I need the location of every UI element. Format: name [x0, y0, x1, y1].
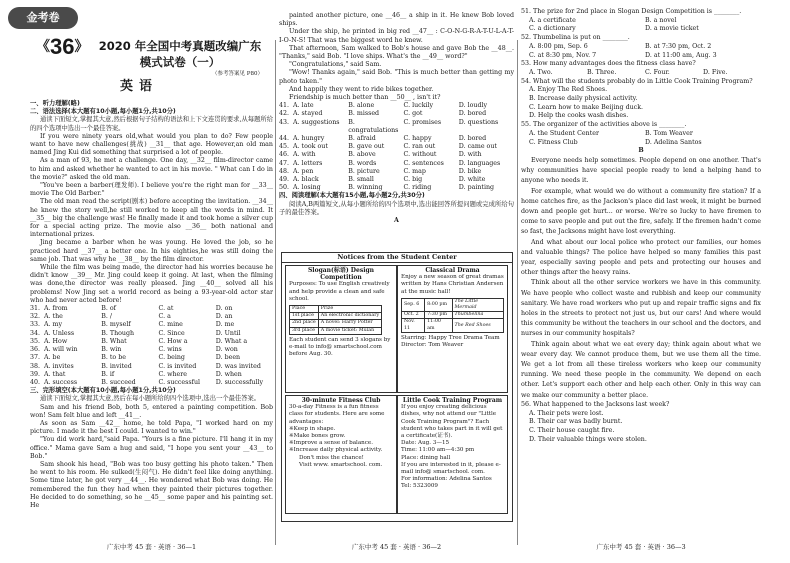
option: A. losing	[293, 184, 321, 192]
fitness-point: ※Keep in shape.	[289, 425, 336, 432]
option: B. winning	[348, 184, 383, 192]
option: A. letters	[293, 159, 323, 167]
paper-number: 《36》	[36, 34, 89, 59]
table-cell: The Red Shoes	[452, 319, 504, 332]
slogan-competition-box	[285, 265, 397, 393]
question-number: 45.	[279, 143, 290, 151]
option: D. with	[458, 151, 482, 159]
notice-title: Notices from the Student Center	[282, 253, 512, 263]
question-number: 49.	[279, 176, 290, 184]
option: D. when	[215, 370, 242, 378]
option: A. the	[44, 313, 63, 321]
passage-paragraph: If you were ninety years old,what would you plan to do? Few people want to have new challenges(挑战) __31__ that age. However,an old man named Jing Kui did something that surprised a lot of people.	[30, 132, 273, 157]
table-cell: Thumbelina	[452, 312, 504, 319]
page-column-2	[279, 0, 514, 563]
question-51: 51. The prize for 2nd place in Slogan Design Competition is ________.	[521, 8, 742, 15]
passage-paragraph: Sam and his friend Bob, both 5, entered a painting competition. Bob won! Sam felt blue and left __41__.	[30, 403, 273, 419]
q52-options	[521, 43, 761, 60]
option: B. What	[101, 337, 127, 345]
question-number: 46.	[279, 151, 290, 159]
option: C. happy	[403, 135, 432, 143]
option: D. painting	[458, 184, 495, 192]
option: D. Adelina Santos	[645, 138, 702, 146]
page-footer: 广东中考 45 套 · 英语 · 36—2	[351, 542, 442, 551]
option: B. Though	[101, 329, 135, 337]
option: B. win	[101, 346, 122, 354]
option: A. 8:00 pm, Sep. 6	[529, 42, 588, 50]
option: A. Two.	[529, 68, 553, 76]
option: B. if	[101, 370, 115, 378]
brand-logo: 金考卷	[8, 7, 78, 29]
question-54: 54. What will the students probably do in Little Cook Training Program?	[521, 77, 753, 85]
option: B. a novel	[645, 16, 677, 24]
cook-contact: For information: Adelina Santos	[401, 476, 492, 483]
option: D. bike	[458, 167, 482, 175]
passage-paragraph: While the film was being made, the director had his worries because he didn't know __39__ Mr. Jing could keep it going. At last, when the filming was done,the director was really pleased. Jing __40__ solved all his problems! Now Jing set a world record as being a 93-year-old actor star who had never acted before!	[30, 264, 273, 304]
table-cell: Nov. 11	[402, 319, 425, 332]
question-56: 56. What happened to the Jacksons last week?	[521, 400, 670, 408]
option: C. wins	[158, 346, 182, 354]
option: A. pen	[293, 167, 314, 175]
option: A. my	[44, 321, 63, 329]
option: C. Learn how to make Beijing duck.	[529, 103, 644, 111]
slogan-title: Slogan(标语) Design Competition	[307, 267, 375, 282]
section-b-label: B	[638, 147, 644, 155]
drama-starring: Starring: Happy Tree Drama Team	[401, 334, 500, 341]
fitness-point: ※Make bones grow.	[289, 433, 346, 440]
passage-paragraph: "You've been a barber(理发师). I believe you're the right man for __33__ movie The Old Barber."	[30, 182, 273, 198]
option: C. promises	[403, 118, 442, 126]
question-number: 44.	[279, 135, 290, 143]
table-cell: The Little Mermaid	[452, 298, 504, 311]
part3-instructions: 通读下面短文,掌握其大意,然后在每小题所给的四个选项中,选出一个最佳答案。	[40, 395, 261, 403]
slogan-text: Purposes: To use English creatively and help provide a clean and safe school.	[289, 281, 390, 302]
option: D. Help the cooks wash dishes.	[529, 112, 629, 120]
option: B. /	[101, 313, 113, 321]
question-number: 33.	[30, 321, 41, 329]
page-column-1	[30, 0, 273, 563]
option: B. afraid	[348, 135, 376, 143]
option: A. success	[44, 378, 78, 386]
part2-instructions: 通读下面短文,掌握其大意,然后根据句子结构的语法和上下文连贯的要求,从每题所给的四个选项中选出一个最佳答案。	[30, 116, 273, 132]
option: C. ran out	[403, 143, 436, 151]
passage-paragraph: And what about our local police who protect our families, our homes and valuable things? The police have helped so many families this past year, especially saving people and pets and protecting our houses and other things after the heavy rains.	[521, 238, 761, 277]
option: B. of	[101, 305, 117, 313]
option: A. be	[44, 354, 61, 362]
option: C. How a	[158, 337, 188, 345]
question-number: 42.	[279, 110, 290, 118]
option: D. bored	[458, 135, 487, 143]
part4-heading: 四、阅读理解(本大题有15小题,每小题2分,共30分)	[279, 192, 425, 200]
passage-paragraph: Think again about what we eat every day; think again about what we wear every day. We cannot produce them, but we use them all the time. We get a lot from all these tireless workers who keep our community running. We need these people in the community. We depend on each other. Let's support each other and help each other. Only in this way can we make our community a better place.	[521, 340, 761, 399]
option: D. me	[215, 321, 235, 329]
table-cell: 1st place	[290, 313, 319, 320]
question-number: 35.	[30, 337, 41, 345]
passage-paragraph: As a man of 93, he met a challenge. One day, __32__ film-director came to him and asked whether he wanted to act in his movie. " What can I do in the movie?" asked the old man.	[30, 157, 273, 181]
passage-paragraph: As soon as Sam __42__ home, he told Papa, "I worked hard on my picture. I made it the best I could. I wanted to win."	[30, 419, 273, 436]
passage-paragraph: For example, what would we do without a community fire station? If a home catches fire, as the Jackson's place did last week, it might be burned down and people get hurt... or worse. We're so lucky to have firemen to come to save people and put out the fire, safely. If the firemen hadn't come so fast, the Jacksons might have lost everything.	[521, 187, 761, 236]
notice-board	[281, 252, 513, 522]
passage-paragraph: Everyone needs help sometimes. People depend on one another. That's why communities have special people ready to lend a helping hand to anyone who needs it.	[521, 156, 761, 185]
section-a-label: A	[394, 217, 399, 225]
option: B. missed	[348, 110, 380, 118]
option: B. words	[348, 159, 377, 167]
option: A. will win	[44, 346, 78, 354]
question-number: 40.	[30, 378, 41, 386]
option: D. loudly	[458, 102, 488, 110]
option: B. Three.	[587, 68, 617, 76]
option: D. an	[215, 313, 233, 321]
col2-body	[279, 12, 514, 225]
col1-body	[30, 100, 273, 510]
cook-date: Date: Aug. 3—15	[401, 440, 450, 447]
drama-director: Director: Tom Weaver	[401, 342, 464, 349]
subject-title: 英语	[120, 79, 159, 94]
q55-options	[521, 130, 761, 147]
option: C. at 8:30 pm, Nov. 7	[529, 51, 597, 59]
fitness-title: 30-minute Fitness Club	[301, 397, 381, 404]
option: D. was invited	[215, 362, 261, 370]
table-cell: 3rd place	[290, 327, 319, 334]
option: D. came out	[458, 143, 497, 151]
question-number: 32.	[30, 313, 41, 321]
q54-options	[521, 86, 761, 121]
table-cell: Sep. 6	[402, 298, 425, 311]
option: B. gave out	[348, 143, 385, 151]
option: A. suggestions	[293, 118, 340, 126]
option: B. myself	[101, 321, 131, 329]
option: D. questions	[458, 118, 499, 126]
page-footer: 广东中考 45 套 · 英语 · 36—3	[596, 542, 686, 551]
table-header: Prize	[318, 306, 382, 313]
option: C. map	[403, 167, 426, 175]
part4-instructions: 阅读A,B两篇短文,从每小题所给的四个选项中,选出能回答所提问题或完成所给句子的最佳答案。	[279, 200, 514, 216]
drama-title: Classical Drama	[425, 267, 480, 274]
cook-text: If you enjoy creating delicious dishes, why not attend our "Little Cook Training Program"? Each student who takes part in it will get a certificate(证书).	[401, 404, 503, 440]
question-number: 47.	[279, 159, 290, 167]
passage-paragraph: And happily they went to ride bikes together.	[289, 85, 434, 93]
passage-paragraph: The old man read the script(剧本) before accepting the invitation. __34__ he knew the story well,he still worked to keep all the words in mind. It __35__ big the challenge was! He finally made it and took home a silver cup for a special acting prize. The movie also __36__ both national and international prizes.	[30, 198, 273, 239]
option: D. What a	[215, 337, 248, 345]
cloze-options	[279, 102, 514, 192]
question-52: 52. Thumbelina is put on ________.	[521, 34, 630, 42]
option: A. that	[44, 370, 66, 378]
page-column-3	[521, 0, 761, 563]
question-number: 50.	[279, 184, 290, 192]
option: A. the Student Center	[529, 129, 599, 137]
option: C. big	[403, 176, 423, 184]
passage-paragraph: Jing became a barber when he was young. He loved the job, so he practiced hard __37__ a better one. In his eighties,he was still doing the same job. That was why he __38__ by the film director.	[30, 239, 273, 263]
option: C. is invited	[158, 362, 197, 370]
option: A. stayed	[293, 110, 323, 118]
cook-program-box	[397, 395, 508, 514]
option: C. got	[403, 110, 423, 118]
grammar-options	[30, 305, 273, 387]
option: C. sentences	[403, 159, 444, 167]
passage-paragraph: Under the ship, he printed in big red __47__ : C-O-N-G-R-A-T-U-L-A-T-I-O-N-S! That was the biggest word he knew.	[279, 28, 514, 44]
table-cell: 2nd place	[290, 320, 319, 327]
option: C. Four.	[645, 68, 670, 76]
exam-title	[90, 38, 270, 70]
option: C. a dictionary	[529, 25, 576, 33]
option: A. hungry	[293, 135, 325, 143]
passage-paragraph: Think about all the other service workers we have in this community. We have people who collect waste and rubbish and keep our community sanitary. We have road workers who put up and repair traffic signs and fix holes in the streets to protect not just us, but our cars! And where would this community be without the teachers in our school and the doctors, and nurses in our community hospitals?	[521, 279, 761, 338]
title-line-2: 模式试卷（一）	[139, 55, 221, 69]
question-number: 34.	[30, 329, 41, 337]
option: C. successful	[158, 378, 201, 386]
table-header: Place	[290, 306, 319, 313]
table-cell: 8:00 pm	[425, 298, 452, 311]
passage-paragraph: Sam shook his head, "Bob was too busy getting his photo taken." Then he went to his room. He sulked(生闷气). He didn't feel like doing anything. Some time later, he got very __44__. He wondered what Bob was doing. He remembered the fun they had when they painted their pictures together. He decided to do something, so he __45__ some paper and his painting set. He	[30, 460, 273, 509]
option: D. bored	[458, 110, 487, 118]
cook-tel: Tel: 5323009	[401, 483, 438, 490]
option: A. a certificate	[529, 16, 576, 24]
option: A. Their pets were lost.	[529, 409, 604, 417]
fitness-visit: Visit www. smartschool. com.	[299, 461, 383, 468]
option: C. without	[403, 151, 437, 159]
option: C. Fitness Club	[529, 138, 578, 146]
question-number: 48.	[279, 167, 290, 175]
drama-box	[397, 265, 508, 393]
drama-text: Enjoy a new season of great dramas written by Hans Christian Andersen at the music hall!	[401, 274, 504, 295]
question-number: 37.	[30, 354, 41, 362]
part1-heading: 一、听力理解(略)	[30, 100, 80, 107]
passage-paragraph: painted another picture, one __46__ a ship in it. He knew Bob loved ships.	[279, 12, 514, 28]
slogan-send-info: Each student can send 3 slogans by e-mail to info@ smartschool.com before Aug. 30.	[289, 336, 391, 358]
option: D. Until	[215, 329, 241, 337]
passage-paragraph: "Wow! Thanks again," said Bob. "This is much better than getting my photo taken."	[279, 69, 514, 85]
option: D. Their valuable things were stolen.	[529, 435, 647, 443]
option: C. where	[158, 370, 188, 378]
question-number: 43.	[279, 118, 290, 126]
q51-options	[521, 17, 761, 34]
option: B. Increase daily physical activity.	[529, 95, 638, 103]
fitness-text: 30-a-day Fitness is a fun fitness class for students. Here are some advantages:	[289, 404, 385, 425]
option: D. at 11:00 am, Aug. 3	[645, 51, 717, 59]
passage-paragraph: Friendship is much better than __50__ , isn't it?	[289, 94, 441, 102]
column-divider	[517, 40, 518, 545]
option: D. successfully	[215, 378, 264, 386]
fitness-club-box	[285, 395, 397, 514]
option: B. Tom Weaver	[645, 129, 693, 137]
option: C. Their house caught fire.	[529, 426, 615, 434]
option: A. black	[293, 176, 319, 184]
option: D. a movie ticket	[645, 25, 699, 33]
question-number: 41.	[279, 102, 290, 110]
question-number: 31.	[30, 305, 41, 313]
drama-schedule	[401, 298, 504, 333]
option: B. Their car was badly burnt.	[529, 418, 623, 426]
option: C. luckily	[403, 102, 434, 110]
answer-reference: （参考答案见 P80）	[212, 71, 263, 77]
cook-info: If you are interested in it, please e-mail info@ smartschool. com.	[401, 461, 501, 476]
option: B. at 7:30 pm, Oct. 2	[645, 42, 712, 50]
option: C. being	[158, 354, 185, 362]
option: C. mine	[158, 321, 183, 329]
passage-paragraph: That afternoon, Sam walked to Bob's house and gave Bob the __48__. "Thanks," said Bob. "I love ships. What's the __49__ word?"	[279, 44, 514, 61]
option: B. small	[348, 176, 374, 184]
question-53: 53. How many advantages does the fitness class have?	[521, 60, 696, 68]
prize-table	[289, 305, 382, 335]
option: C. Since	[158, 329, 185, 337]
option: C. riding	[403, 184, 432, 192]
question-number: 39.	[30, 370, 41, 378]
col3-body	[521, 8, 761, 444]
option: B. congratulations	[348, 118, 399, 134]
option: D. Five.	[703, 68, 728, 76]
option: B. succeed	[101, 378, 136, 386]
fitness-point: ※Improve a sense of balance.	[289, 440, 374, 447]
page-footer: 广东中考 45 套 · 英语 · 36—1	[106, 542, 197, 551]
option: A. late	[293, 102, 314, 110]
title-line-1: 2020 年全国中考真题改编广东	[98, 39, 262, 53]
table-cell: 7:30 pm	[425, 312, 452, 319]
option: A. took out	[293, 143, 328, 151]
option: D. won	[215, 346, 238, 354]
option: D. been	[215, 354, 241, 362]
option: A. from	[44, 305, 68, 313]
option: C. a	[158, 313, 171, 321]
question-number: 38.	[30, 362, 41, 370]
passage-paragraph: "You did work hard,"said Papa. "Yours is a fine picture. I'll hang it in my office." Mama gave Sam a hug and said, "I hope you sent your __43__ to Bob."	[30, 436, 273, 460]
table-cell: 11:00 am	[425, 319, 452, 332]
column-divider	[275, 40, 276, 545]
fitness-point: ※Increase daily physical activity.	[289, 447, 383, 454]
option: A. with	[293, 151, 316, 159]
option: A. How	[44, 337, 68, 345]
table-cell: A movie ticket: Mulan	[318, 327, 382, 334]
part3-heading: 三、完形填空(本大题有10小题,每小题1分,共10分)	[30, 387, 176, 395]
passage-paragraph: "Congratulations," said Sam.	[289, 61, 382, 69]
option: D. white	[458, 176, 486, 184]
option: C. at	[158, 305, 174, 313]
cook-time: Time: 11:00 am—4:30 pm	[401, 447, 475, 454]
option: B. to be	[101, 354, 126, 362]
table-cell: Oct. 2	[402, 312, 425, 319]
table-cell: An electronic dictionary	[318, 313, 382, 320]
option: B. picture	[348, 167, 380, 175]
option: D. languages	[458, 159, 501, 167]
option: D. on	[215, 305, 233, 313]
option: B. invited	[101, 362, 132, 370]
q53-options	[521, 69, 761, 78]
q56-options	[521, 410, 761, 445]
option: A. Enjoy The Red Shoes.	[529, 86, 608, 94]
fitness-end: Don't miss the chance!	[299, 454, 364, 461]
cook-place: Place: dining hall	[401, 454, 451, 461]
question-55: 55. The organizer of the activities above is ________.	[521, 121, 687, 129]
part2-heading: 二、语法选择(本大题有10小题,每小题1分,共10分)	[30, 108, 176, 116]
option: B. alone	[348, 102, 375, 110]
option: A. Unless	[44, 329, 75, 337]
question-number: 36.	[30, 346, 41, 354]
option: A. invites	[44, 362, 74, 370]
option: B. above	[348, 151, 376, 159]
table-cell: A novel: Harry Potter	[318, 320, 382, 327]
cook-title: Little Cook Training Program	[402, 397, 503, 404]
